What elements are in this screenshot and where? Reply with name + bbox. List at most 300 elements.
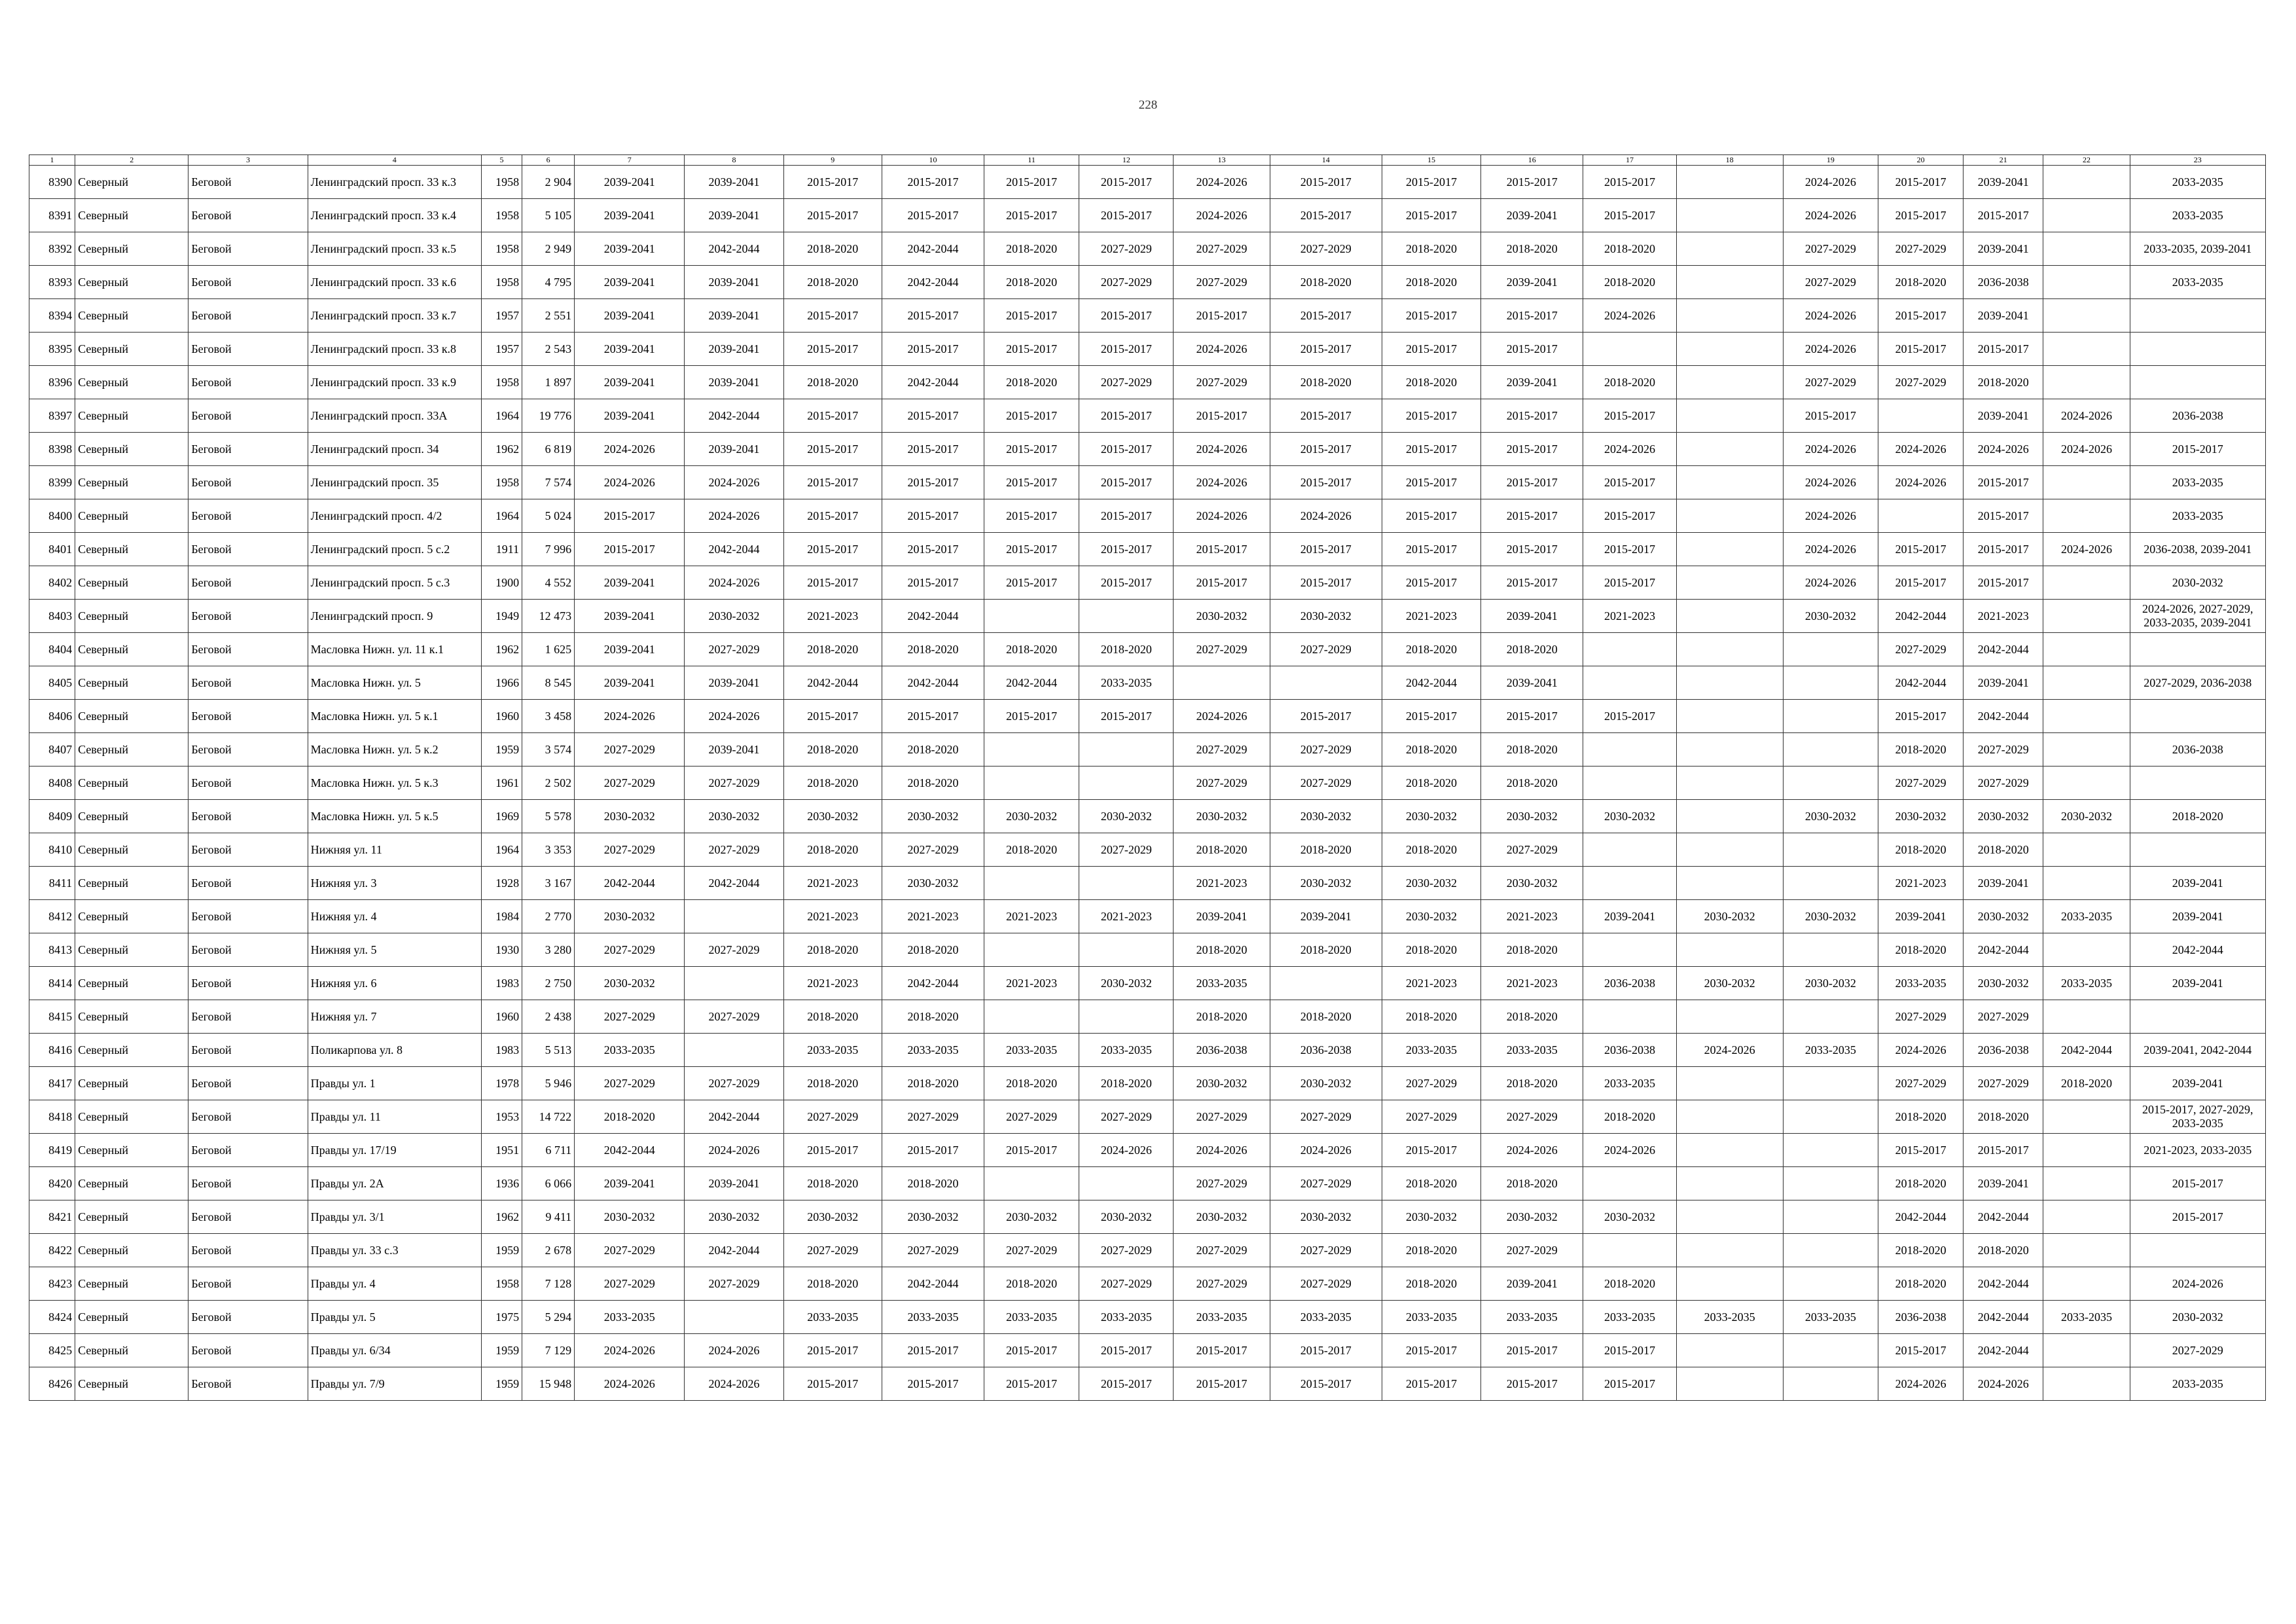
table-cell <box>1783 666 1878 700</box>
table-cell <box>2043 466 2130 499</box>
table-cell: 2015-2017 <box>1481 1367 1583 1401</box>
table-cell: 5 024 <box>522 499 575 533</box>
table-cell: 2027-2029 <box>685 933 783 967</box>
table-cell: 2015-2017 <box>1878 1134 1964 1167</box>
table-cell: 2030-2032 <box>1783 967 1878 1000</box>
table-cell: Правды ул. 2А <box>308 1167 481 1200</box>
table-cell: 2033-2035, 2039-2041 <box>2130 232 2265 266</box>
table-cell: 2015-2017 <box>882 399 984 433</box>
table-cell: 1966 <box>481 666 522 700</box>
table-cell: 2015-2017 <box>1481 533 1583 566</box>
table-cell: 2015-2017 <box>2130 433 2265 466</box>
table-cell: 2015-2017 <box>1079 1367 1174 1401</box>
table-cell: Беговой <box>188 199 308 232</box>
table-cell <box>2043 1100 2130 1134</box>
table-cell: 1962 <box>481 433 522 466</box>
table-cell: Масловка Нижн. ул. 5 <box>308 666 481 700</box>
table-cell: 1984 <box>481 900 522 933</box>
table-cell: 2030-2032 <box>1783 800 1878 833</box>
table-cell: 2027-2029 <box>1964 733 2043 767</box>
table-cell: 2027-2029 <box>1270 767 1382 800</box>
table-cell: 2039-2041 <box>1964 166 2043 199</box>
table-cell: 2015-2017 <box>1270 199 1382 232</box>
column-number-cell: 19 <box>1783 155 1878 166</box>
table-cell <box>1783 700 1878 733</box>
table-cell <box>2043 266 2130 299</box>
table-cell: 2018-2020 <box>1878 1100 1964 1134</box>
table-cell: 2039-2041 <box>575 333 685 366</box>
table-cell: 2015-2017 <box>783 299 882 333</box>
table-cell: 2015-2017 <box>1481 299 1583 333</box>
table-cell: 2039-2041 <box>685 333 783 366</box>
table-cell: 2015-2017 <box>1783 399 1878 433</box>
table-cell: 4 795 <box>522 266 575 299</box>
table-cell: 2015-2017 <box>984 1134 1079 1167</box>
table-cell: 1958 <box>481 199 522 232</box>
table-cell: 2027-2029 <box>1174 1167 1270 1200</box>
table-cell: 1964 <box>481 399 522 433</box>
table-cell: 1936 <box>481 1167 522 1200</box>
table-cell: 9 411 <box>522 1200 575 1234</box>
table-cell <box>1676 867 1783 900</box>
table-cell: 2 543 <box>522 333 575 366</box>
table-cell <box>984 600 1079 633</box>
table-cell: 2024-2026 <box>575 433 685 466</box>
table-cell <box>1676 633 1783 666</box>
table-cell: 2024-2026 <box>1783 566 1878 600</box>
table-cell: 2039-2041 <box>1964 867 2043 900</box>
table-cell: 2024-2026 <box>685 499 783 533</box>
table-cell: 2027-2029 <box>1964 1000 2043 1034</box>
table-cell: 2042-2044 <box>1964 1301 2043 1334</box>
table-cell: 2015-2017 <box>1079 399 1174 433</box>
table-cell: 2036-2038 <box>1878 1301 1964 1334</box>
table-cell <box>2043 166 2130 199</box>
table-cell: Ленинградский просп. 33 к.3 <box>308 166 481 199</box>
table-cell: 2039-2041 <box>1481 366 1583 399</box>
table-cell <box>1783 1134 1878 1167</box>
table-cell: 8403 <box>29 600 75 633</box>
table-cell <box>1583 767 1676 800</box>
table-cell: Северный <box>75 466 188 499</box>
table-cell: Северный <box>75 600 188 633</box>
table-cell: 2015-2017 <box>1583 399 1676 433</box>
table-cell: 2018-2020 <box>1270 933 1382 967</box>
table-cell: Правды ул. 7/9 <box>308 1367 481 1401</box>
table-cell <box>1676 600 1783 633</box>
table-cell: 2042-2044 <box>1878 600 1964 633</box>
table-cell: Беговой <box>188 833 308 867</box>
table-cell <box>1676 533 1783 566</box>
table-cell: 2015-2017 <box>1270 533 1382 566</box>
table-cell: 2039-2041 <box>1964 1167 2043 1200</box>
table-cell: 2033-2035 <box>1079 666 1174 700</box>
table-cell <box>1783 933 1878 967</box>
table-cell: Северный <box>75 1334 188 1367</box>
table-cell: 2018-2020 <box>882 733 984 767</box>
table-cell: 2018-2020 <box>1583 1267 1676 1301</box>
table-cell: 2042-2044 <box>685 399 783 433</box>
table-row <box>29 466 2266 499</box>
table-cell: 2015-2017 <box>1079 466 1174 499</box>
table-cell: Ленинградский просп. 34 <box>308 433 481 466</box>
column-number-cell: 15 <box>1382 155 1480 166</box>
table-cell <box>1676 1200 1783 1234</box>
table-cell: 2015-2017 <box>1174 1367 1270 1401</box>
table-cell: 2024-2026 <box>1583 1134 1676 1167</box>
table-cell: 2033-2035 <box>783 1034 882 1067</box>
table-cell: 2018-2020 <box>1382 1234 1480 1267</box>
table-cell: 2030-2032 <box>1270 1067 1382 1100</box>
table-cell: 2024-2026 <box>1783 199 1878 232</box>
table-cell: 2018-2020 <box>1964 366 2043 399</box>
table-cell: 2015-2017 <box>575 499 685 533</box>
table-cell: 2030-2032 <box>882 800 984 833</box>
table-cell: Беговой <box>188 733 308 767</box>
table-cell: Северный <box>75 867 188 900</box>
table-row <box>29 499 2266 533</box>
table-cell: 2018-2020 <box>882 1167 984 1200</box>
table-cell: Беговой <box>188 1100 308 1134</box>
table-cell: 8417 <box>29 1067 75 1100</box>
table-cell: 2018-2020 <box>1878 833 1964 867</box>
table-cell: 2030-2032 <box>1964 800 2043 833</box>
table-cell: 2030-2032 <box>1270 1200 1382 1234</box>
table-cell: Северный <box>75 232 188 266</box>
table-row <box>29 666 2266 700</box>
table-cell: 2021-2023 <box>1583 600 1676 633</box>
table-cell <box>1676 1167 1783 1200</box>
table-cell: 2027-2029 <box>1382 1100 1480 1134</box>
table-cell: 7 996 <box>522 533 575 566</box>
table-row <box>29 1067 2266 1100</box>
table-cell <box>984 867 1079 900</box>
table-cell: 2015-2017 <box>1481 333 1583 366</box>
table-cell: 1949 <box>481 600 522 633</box>
table-cell: Правды ул. 3/1 <box>308 1200 481 1234</box>
table-cell: 2036-2038 <box>1583 1034 1676 1067</box>
table-cell: 2042-2044 <box>1964 700 2043 733</box>
table-cell: 8390 <box>29 166 75 199</box>
table-cell: 2018-2020 <box>783 1167 882 1200</box>
table-cell <box>2043 1200 2130 1234</box>
table-cell: 2015-2017 <box>1079 566 1174 600</box>
table-cell: 2015-2017 <box>1481 1334 1583 1367</box>
table-cell: 2015-2017 <box>1079 333 1174 366</box>
table-cell: 2018-2020 <box>575 1100 685 1134</box>
table-cell: Ленинградский просп. 4/2 <box>308 499 481 533</box>
table-cell: Беговой <box>188 700 308 733</box>
table-cell: 2030-2032 <box>1481 800 1583 833</box>
table-cell: 2024-2026 <box>575 1334 685 1367</box>
table-cell: 2024-2026 <box>1783 166 1878 199</box>
table-cell: 2015-2017 <box>984 433 1079 466</box>
table-cell: 5 513 <box>522 1034 575 1067</box>
table-cell: 8426 <box>29 1367 75 1401</box>
table-cell: Правды ул. 33 с.3 <box>308 1234 481 1267</box>
table-cell: 2015-2017 <box>1270 1367 1382 1401</box>
table-cell: 2024-2026 <box>1783 499 1878 533</box>
table-cell: Поликарпова ул. 8 <box>308 1034 481 1067</box>
table-cell: 2042-2044 <box>1964 1334 2043 1367</box>
table-cell: 2027-2029 <box>984 1234 1079 1267</box>
column-number-cell: 17 <box>1583 155 1676 166</box>
table-cell <box>1676 1134 1783 1167</box>
table-cell: 2015-2017 <box>783 1134 882 1167</box>
table-cell <box>2043 1267 2130 1301</box>
table-cell: Беговой <box>188 600 308 633</box>
table-cell: Беговой <box>188 433 308 466</box>
table-cell: 2030-2032 <box>1783 600 1878 633</box>
table-cell: 1 897 <box>522 366 575 399</box>
table-cell: Беговой <box>188 1167 308 1200</box>
table-cell: Правды ул. 5 <box>308 1301 481 1334</box>
table-cell: Правды ул. 1 <box>308 1067 481 1100</box>
table-cell: Беговой <box>188 1067 308 1100</box>
table-cell: 2030-2032 <box>1174 1067 1270 1100</box>
table-cell <box>1783 1100 1878 1134</box>
table-cell <box>2130 366 2265 399</box>
table-cell <box>2043 1334 2130 1367</box>
table-cell <box>2130 767 2265 800</box>
column-number-cell: 4 <box>308 155 481 166</box>
table-cell: 2018-2020 <box>882 767 984 800</box>
table-cell: 2033-2035 <box>984 1301 1079 1334</box>
table-cell: 2015-2017 <box>783 166 882 199</box>
table-cell: 2027-2029 <box>2130 1334 2265 1367</box>
table-cell: 2018-2020 <box>1481 633 1583 666</box>
table-cell: 2024-2026 <box>1964 1367 2043 1401</box>
table-cell: 2018-2020 <box>783 833 882 867</box>
table-cell <box>1676 833 1783 867</box>
column-number-cell: 14 <box>1270 155 1382 166</box>
table-cell: 2033-2035 <box>2130 466 2265 499</box>
table-cell: 2018-2020 <box>1174 833 1270 867</box>
table-cell: 2024-2026 <box>1583 299 1676 333</box>
table-cell: 8409 <box>29 800 75 833</box>
table-cell: 8412 <box>29 900 75 933</box>
table-row <box>29 566 2266 600</box>
table-cell: 2015-2017 <box>1964 466 2043 499</box>
table-cell: 2021-2023 <box>783 600 882 633</box>
table-cell: 2036-2038 <box>1964 1034 2043 1067</box>
table-cell: 2033-2035 <box>2130 1367 2265 1401</box>
table-cell: 2015-2017 <box>2130 1167 2265 1200</box>
table-cell: 2024-2026 <box>1270 1134 1382 1167</box>
table-cell: 1951 <box>481 1134 522 1167</box>
table-cell: 6 819 <box>522 433 575 466</box>
table-cell: 2015-2017 <box>1964 199 2043 232</box>
table-cell: 2018-2020 <box>1878 1234 1964 1267</box>
page-number: 228 <box>1138 98 1158 112</box>
table-cell: 8406 <box>29 700 75 733</box>
table-cell <box>1079 933 1174 967</box>
table-cell: 2015-2017 <box>1174 566 1270 600</box>
table-row <box>29 1234 2266 1267</box>
table-cell: 2024-2026 <box>1676 1034 1783 1067</box>
table-cell: 2042-2044 <box>984 666 1079 700</box>
table-cell: 2021-2023 <box>1481 900 1583 933</box>
table-cell: 2018-2020 <box>1382 633 1480 666</box>
table-cell: 2024-2026 <box>1878 466 1964 499</box>
table-cell: 2015-2017 <box>1382 199 1480 232</box>
table-cell <box>1583 1000 1676 1034</box>
table-cell: 2021-2023 <box>1079 900 1174 933</box>
table-cell: 2015-2017 <box>1382 533 1480 566</box>
table-cell: 2042-2044 <box>685 533 783 566</box>
table-cell: 1962 <box>481 633 522 666</box>
table-cell: 2024-2026 <box>685 1134 783 1167</box>
table-row <box>29 733 2266 767</box>
column-number-cell: 5 <box>481 155 522 166</box>
table-cell: 2039-2041 <box>575 166 685 199</box>
table-cell: 2015-2017 <box>1382 700 1480 733</box>
table-cell: 1958 <box>481 466 522 499</box>
table-cell <box>1676 466 1783 499</box>
table-row <box>29 933 2266 967</box>
table-cell: 2015-2017 <box>1079 700 1174 733</box>
table-cell: 2015-2017 <box>1878 333 1964 366</box>
table-cell: 2024-2026 <box>1783 299 1878 333</box>
table-cell: 2024-2026 <box>1878 1034 1964 1067</box>
table-cell: 2030-2032 <box>1481 1200 1583 1234</box>
table-cell <box>1676 800 1783 833</box>
table-cell: 2018-2020 <box>1878 1167 1964 1200</box>
table-cell: 2018-2020 <box>783 232 882 266</box>
table-cell: 2033-2035 <box>1676 1301 1783 1334</box>
table-cell: 2033-2035 <box>1583 1067 1676 1100</box>
table-cell: 2015-2017 <box>882 700 984 733</box>
table-cell: 2015-2017 <box>882 566 984 600</box>
table-cell: Беговой <box>188 900 308 933</box>
table-cell <box>2043 1367 2130 1401</box>
table-row <box>29 533 2266 566</box>
table-cell <box>1878 399 1964 433</box>
table-cell: 2018-2020 <box>1382 366 1480 399</box>
table-cell: 2015-2017 <box>882 199 984 232</box>
table-cell <box>1676 1100 1783 1134</box>
table-cell: 2018-2020 <box>1270 366 1382 399</box>
table-cell: Нижняя ул. 7 <box>308 1000 481 1034</box>
table-cell: 2018-2020 <box>1382 733 1480 767</box>
table-cell: Беговой <box>188 166 308 199</box>
table-cell <box>1676 199 1783 232</box>
table-row <box>29 767 2266 800</box>
table-cell: 2027-2029 <box>1878 767 1964 800</box>
table-cell: Северный <box>75 399 188 433</box>
table-cell: 2030-2032 <box>575 900 685 933</box>
table-cell: 2030-2032 <box>1382 900 1480 933</box>
table-cell: 2024-2026 <box>2043 433 2130 466</box>
table-cell: 2015-2017 <box>1382 566 1480 600</box>
table-cell: 2033-2035 <box>1174 1301 1270 1334</box>
table-cell: Ленинградский просп. 33 к.9 <box>308 366 481 399</box>
table-cell: 2018-2020 <box>1481 933 1583 967</box>
table-cell: 2015-2017 <box>1079 1334 1174 1367</box>
table-cell: 2030-2032 <box>1964 900 2043 933</box>
table-cell: 2018-2020 <box>984 1067 1079 1100</box>
table-cell: 2018-2020 <box>1964 833 2043 867</box>
table-row <box>29 399 2266 433</box>
table-cell: 2015-2017 <box>1481 166 1583 199</box>
table-cell: 2018-2020 <box>1583 366 1676 399</box>
table-cell: 2039-2041 <box>2130 1067 2265 1100</box>
table-cell: Беговой <box>188 499 308 533</box>
table-cell: 2027-2029 <box>685 833 783 867</box>
table-cell: 2039-2041 <box>1878 900 1964 933</box>
table-cell: 1957 <box>481 333 522 366</box>
table-cell: 2021-2023 <box>1382 600 1480 633</box>
table-cell: 2030-2032 <box>1270 867 1382 900</box>
table-cell: 2015-2017 <box>1481 566 1583 600</box>
table-cell <box>2130 1234 2265 1267</box>
table-cell <box>1676 1334 1783 1367</box>
table-cell: 2030-2032 <box>1174 800 1270 833</box>
table-cell: 1911 <box>481 533 522 566</box>
table-cell: 2018-2020 <box>1481 767 1583 800</box>
table-cell: 3 458 <box>522 700 575 733</box>
table-cell <box>1676 266 1783 299</box>
table-cell: 2024-2026 <box>2043 533 2130 566</box>
table-cell: 2015-2017 <box>882 333 984 366</box>
table-cell: 2018-2020 <box>1382 933 1480 967</box>
table-cell <box>1079 733 1174 767</box>
table-cell: Беговой <box>188 266 308 299</box>
table-cell: 2018-2020 <box>783 633 882 666</box>
table-cell: Северный <box>75 800 188 833</box>
table-cell: 2018-2020 <box>1270 266 1382 299</box>
table-cell: 2018-2020 <box>984 1267 1079 1301</box>
table-cell: Северный <box>75 433 188 466</box>
table-cell: 2033-2035 <box>575 1034 685 1067</box>
table-cell: 8414 <box>29 967 75 1000</box>
table-cell: Северный <box>75 1100 188 1134</box>
table-cell: 2042-2044 <box>1964 633 2043 666</box>
table-cell <box>2043 833 2130 867</box>
table-cell: 2018-2020 <box>882 1000 984 1034</box>
table-cell: 2018-2020 <box>783 1000 882 1034</box>
table-cell: Правды ул. 11 <box>308 1100 481 1134</box>
table-cell: 2024-2026 <box>685 466 783 499</box>
table-cell: 3 353 <box>522 833 575 867</box>
table-cell <box>1783 1067 1878 1100</box>
table-cell: 1959 <box>481 1367 522 1401</box>
table-cell: 2030-2032 <box>1481 867 1583 900</box>
column-number-cell: 18 <box>1676 155 1783 166</box>
table-cell: 1978 <box>481 1067 522 1100</box>
table-cell: 2030-2032 <box>783 800 882 833</box>
table-cell: 2 551 <box>522 299 575 333</box>
table-cell: 2015-2017 <box>783 333 882 366</box>
table-cell: 2039-2041 <box>1481 1267 1583 1301</box>
table-cell: 8408 <box>29 767 75 800</box>
table-cell: 2015-2017 <box>1174 399 1270 433</box>
table-cell: Нижняя ул. 11 <box>308 833 481 867</box>
table-cell <box>1676 1367 1783 1401</box>
table-cell: 2015-2017, 2027-2029, 2033-2035 <box>2130 1100 2265 1134</box>
table-cell: 2027-2029 <box>1079 266 1174 299</box>
table-cell: 1958 <box>481 1267 522 1301</box>
table-cell: 2021-2023 <box>1174 867 1270 900</box>
table-cell: 2018-2020 <box>783 767 882 800</box>
table-cell: 2027-2029 <box>575 833 685 867</box>
table-cell: 3 574 <box>522 733 575 767</box>
table-cell: 2018-2020 <box>1382 833 1480 867</box>
table-cell <box>2043 366 2130 399</box>
table-cell: 2027-2029 <box>1878 366 1964 399</box>
table-cell: 2039-2041 <box>685 166 783 199</box>
table-cell: 2030-2032 <box>1382 800 1480 833</box>
